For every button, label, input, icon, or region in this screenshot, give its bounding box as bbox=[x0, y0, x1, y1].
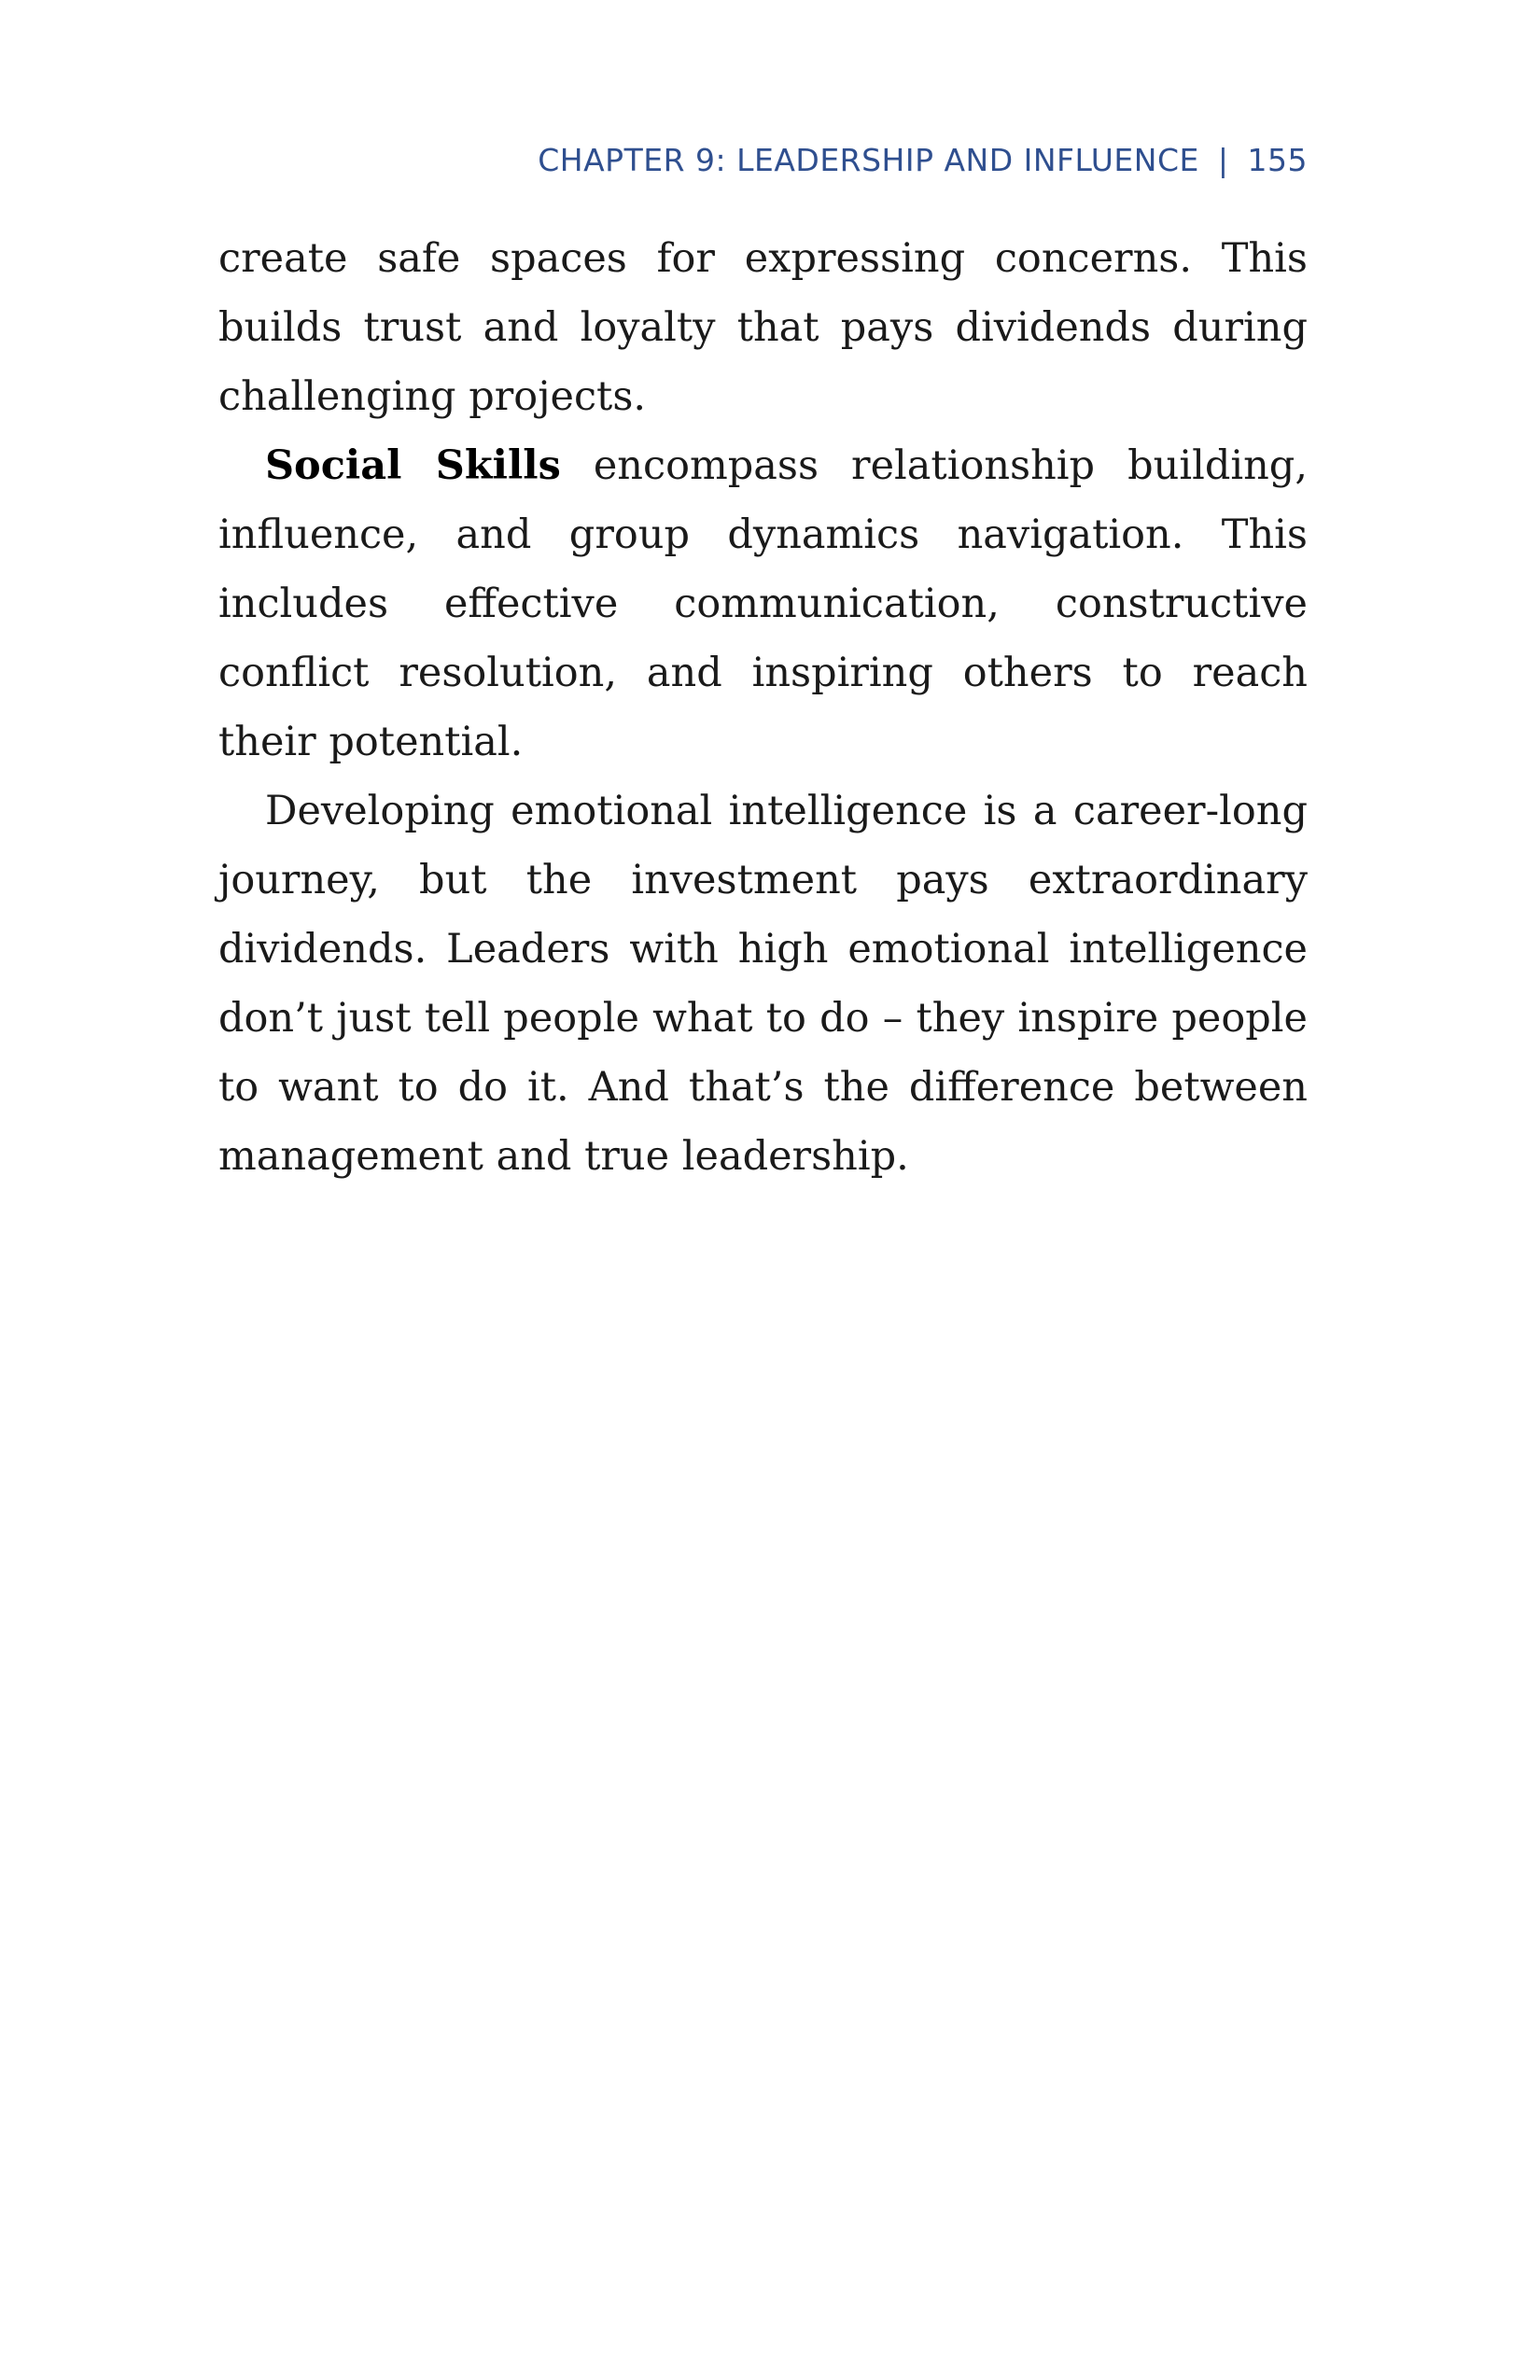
page-number: 155 bbox=[1247, 142, 1308, 178]
paragraph-text: encompass relationship building, influence, and group dynamics navigation. This includes effective communication, constructive conflict resolution, and inspiring others to reach their potential. bbox=[218, 442, 1308, 765]
paragraph-conclusion bbox=[218, 777, 1308, 1191]
header-separator: | bbox=[1217, 142, 1229, 178]
paragraph-social-skills bbox=[218, 431, 1308, 777]
running-header bbox=[538, 142, 1308, 178]
paragraph-continued bbox=[218, 224, 1308, 431]
paragraph-text: create safe spaces for expressing concerns. This builds trust and loyalty that pays dividends during challenging projects. bbox=[218, 235, 1308, 420]
chapter-title: CHAPTER 9: LEADERSHIP AND INFLUENCE bbox=[538, 142, 1199, 178]
term-social-skills: Social Skills bbox=[265, 442, 561, 489]
paragraph-text: Developing emotional intelligence is a career-long journey, but the investment pays extraordinary dividends. Leaders with high emotional intelligence don’t just tell people what to do – they inspire people to want to do it. And that’s the difference between management and true leadership. bbox=[218, 788, 1308, 1180]
body-text bbox=[218, 224, 1308, 1191]
